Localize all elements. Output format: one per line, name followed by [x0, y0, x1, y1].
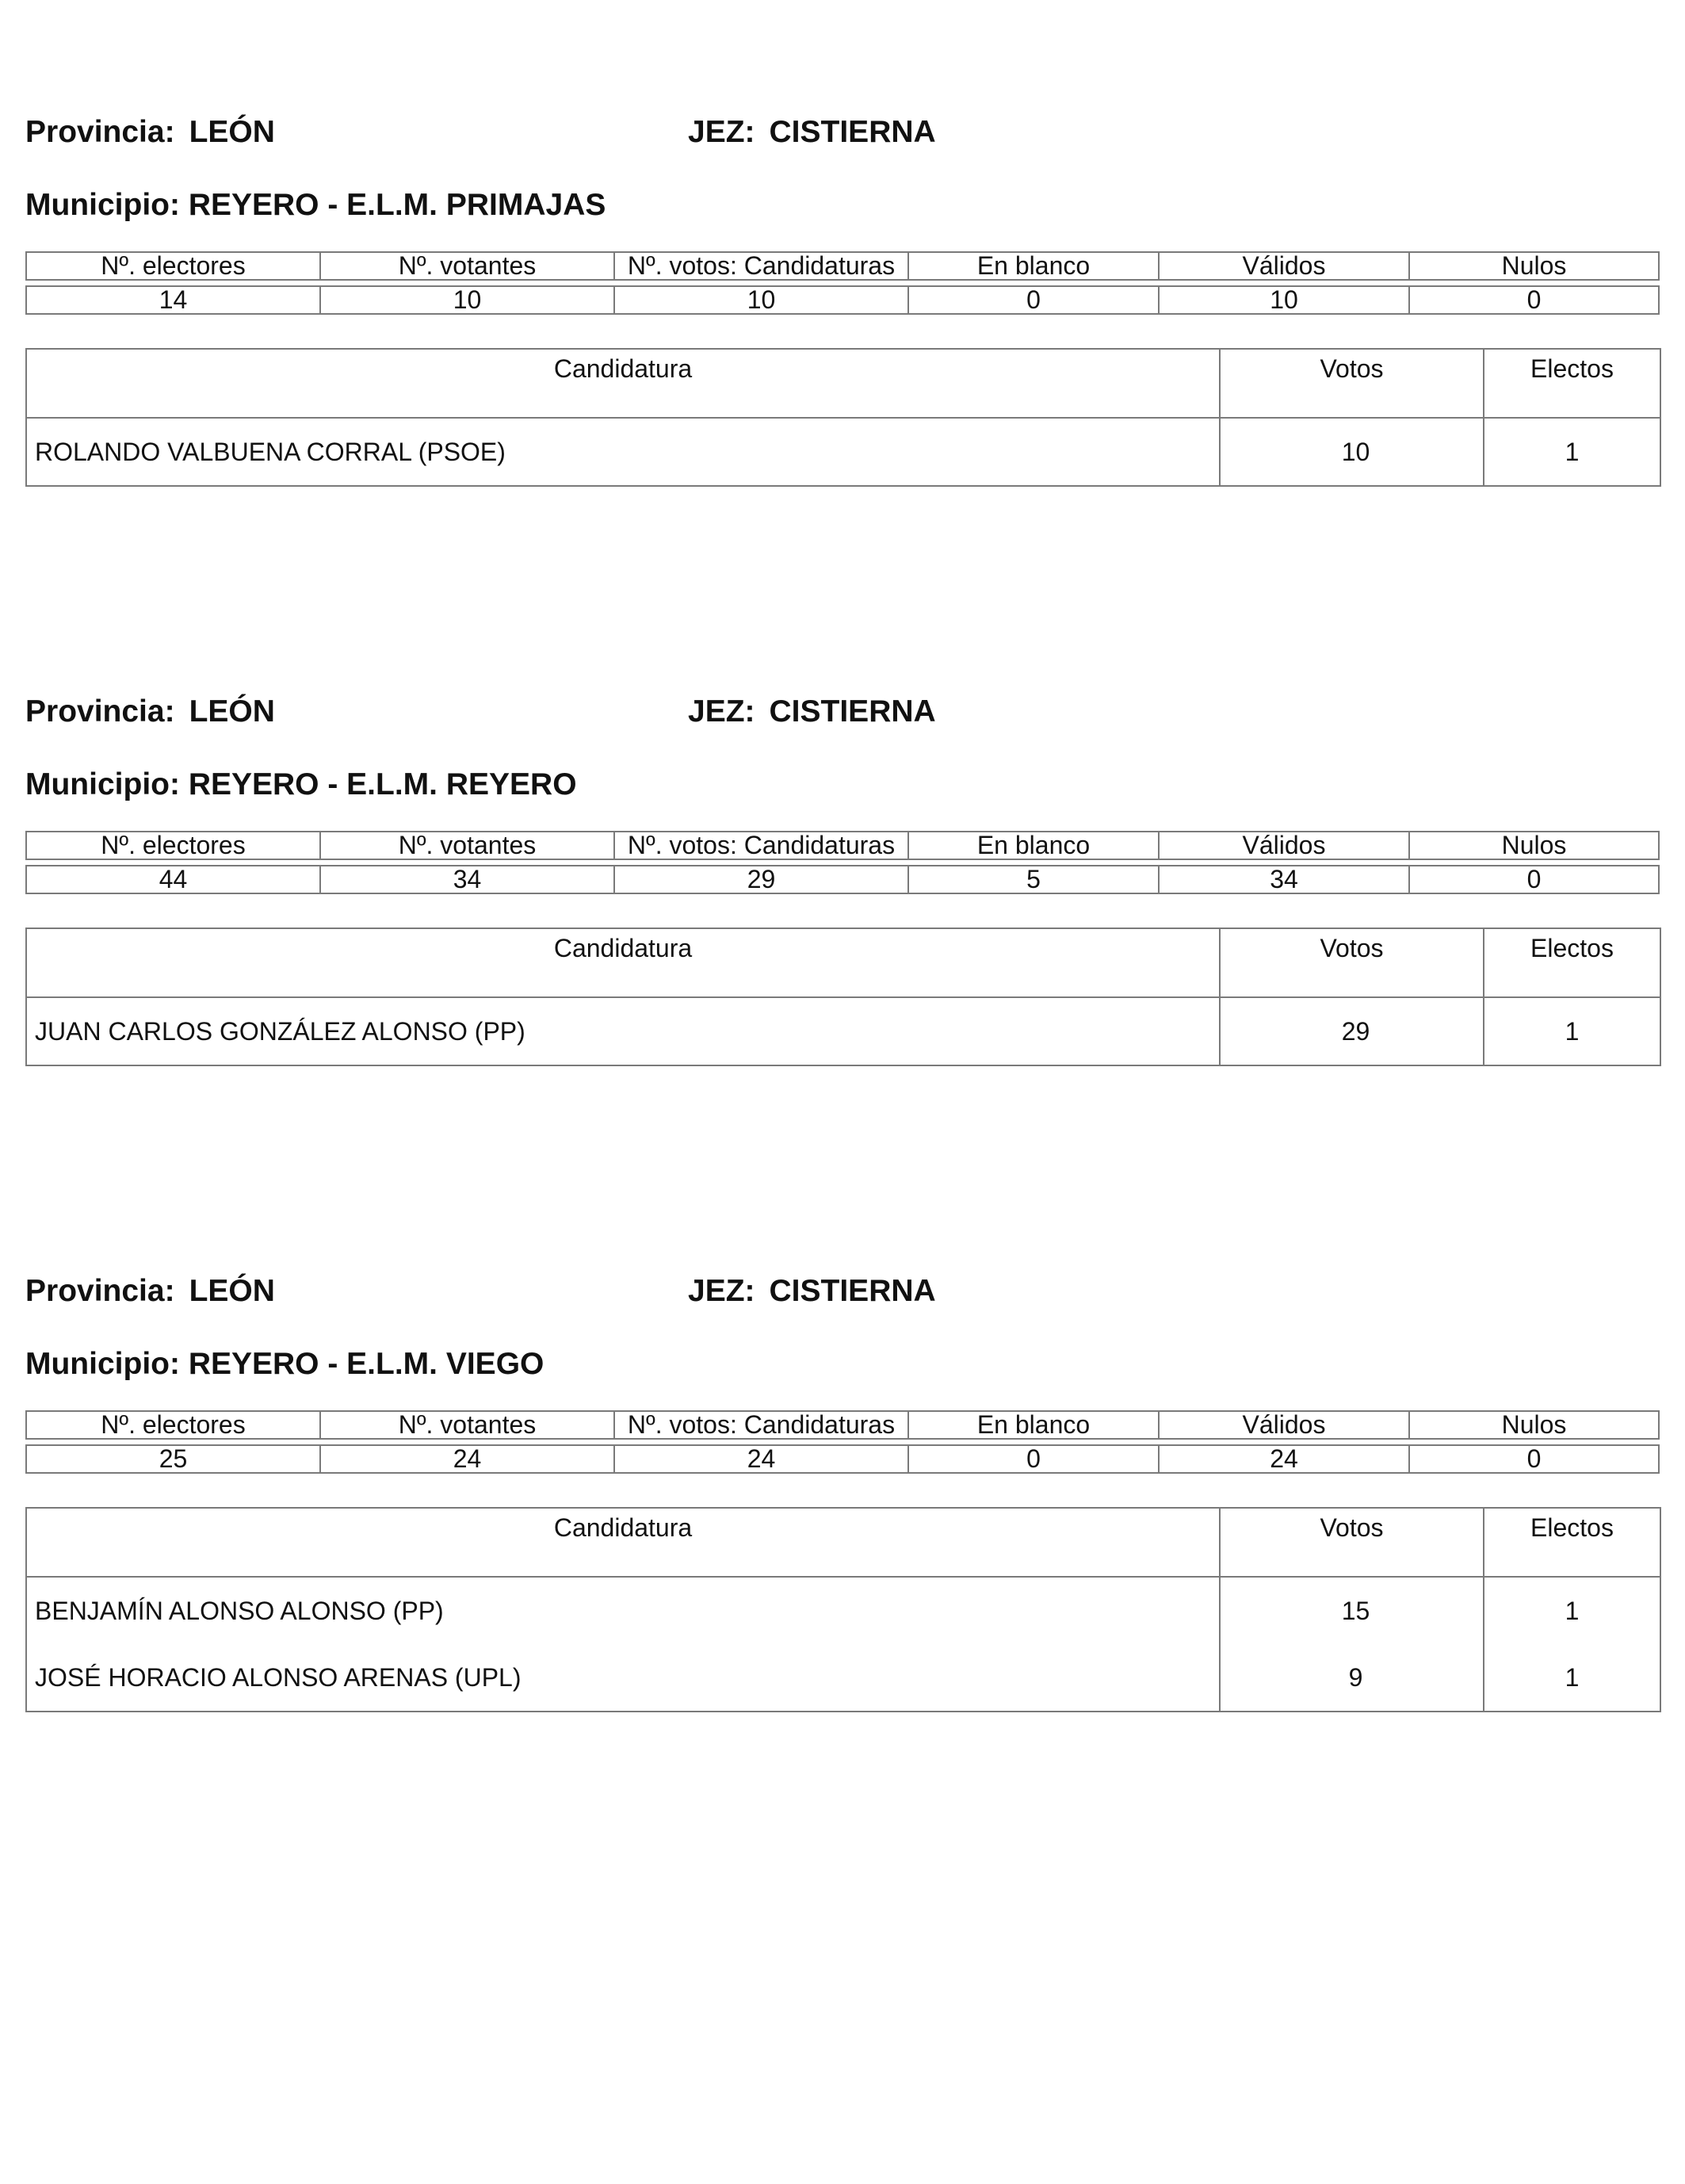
candidatura-header: Candidatura	[26, 928, 1220, 997]
provincia-value: LEÓN	[189, 115, 275, 149]
stats-value-row	[25, 865, 1660, 894]
stats-validos: 24	[1158, 1444, 1408, 1474]
candidate-electos: 1	[1484, 1644, 1660, 1712]
candidate-name: JOSÉ HORACIO ALONSO ARENAS (UPL)	[26, 1644, 1220, 1712]
candidatura-header: Candidatura	[26, 349, 1220, 418]
stats-header-row	[25, 1410, 1660, 1440]
jez-label: JEZ:	[688, 694, 755, 729]
stats-header-row	[25, 831, 1660, 860]
stats-en-blanco: 0	[907, 285, 1158, 315]
candidates-table	[25, 928, 1661, 1066]
candidate-votos: 9	[1220, 1644, 1484, 1712]
provincia-label: Provincia:	[25, 1274, 175, 1308]
stats-votantes: 10	[319, 285, 613, 315]
stats-header-en-blanco: En blanco	[907, 831, 1158, 860]
municipio-line	[25, 767, 577, 802]
stats-header-votantes: Nº. votantes	[319, 1410, 613, 1440]
municipio-label: Municipio:	[25, 767, 180, 801]
municipio-value: REYERO - E.L.M. PRIMAJAS	[188, 188, 606, 222]
candidate-row	[26, 997, 1660, 1065]
candidate-electos: 1	[1484, 997, 1660, 1065]
candidate-row	[26, 1577, 1660, 1644]
jez-label: JEZ:	[688, 1274, 755, 1308]
stats-votos-candidaturas: 29	[613, 865, 907, 894]
votos-header: Votos	[1220, 928, 1484, 997]
stats-header-nulos: Nulos	[1408, 831, 1660, 860]
header-line	[25, 694, 1660, 739]
stats-header-votos-candidaturas: Nº. votos: Candidaturas	[613, 831, 907, 860]
stats-header-en-blanco: En blanco	[907, 251, 1158, 281]
provincia-field	[25, 694, 275, 729]
stats-votantes: 34	[319, 865, 613, 894]
candidate-name: JUAN CARLOS GONZÁLEZ ALONSO (PP)	[26, 997, 1220, 1065]
municipio-line	[25, 1347, 544, 1382]
header-line	[25, 115, 1660, 159]
stats-validos: 34	[1158, 865, 1408, 894]
stats-electores: 25	[25, 1444, 319, 1474]
candidate-row	[26, 418, 1660, 486]
municipio-label: Municipio:	[25, 188, 180, 222]
stats-votantes: 24	[319, 1444, 613, 1474]
electos-header: Electos	[1484, 1508, 1660, 1577]
stats-header-nulos: Nulos	[1408, 251, 1660, 281]
jez-field	[688, 115, 936, 150]
stats-electores: 44	[25, 865, 319, 894]
provincia-field	[25, 1274, 275, 1309]
stats-header-nulos: Nulos	[1408, 1410, 1660, 1440]
municipio-line	[25, 188, 606, 223]
candidate-name: BENJAMÍN ALONSO ALONSO (PP)	[26, 1577, 1220, 1644]
candidate-votos: 29	[1220, 997, 1484, 1065]
jez-value: CISTIERNA	[769, 694, 936, 729]
stats-header-en-blanco: En blanco	[907, 1410, 1158, 1440]
candidate-name: ROLANDO VALBUENA CORRAL (PSOE)	[26, 418, 1220, 486]
stats-electores: 14	[25, 285, 319, 315]
stats-nulos: 0	[1408, 865, 1660, 894]
jez-field	[688, 694, 936, 729]
candidate-electos: 1	[1484, 1577, 1660, 1644]
stats-table	[25, 247, 1660, 319]
municipio-label: Municipio:	[25, 1347, 180, 1381]
candidates-table	[25, 348, 1661, 487]
jez-value: CISTIERNA	[769, 1274, 936, 1308]
candidate-row	[26, 1644, 1660, 1712]
jez-field	[688, 1274, 936, 1309]
votos-header: Votos	[1220, 349, 1484, 418]
stats-value-row	[25, 1444, 1660, 1474]
stats-nulos: 0	[1408, 285, 1660, 315]
electos-header: Electos	[1484, 349, 1660, 418]
provincia-label: Provincia:	[25, 694, 175, 729]
candidates-header-row	[26, 349, 1660, 418]
stats-votos-candidaturas: 10	[613, 285, 907, 315]
stats-table	[25, 826, 1660, 899]
stats-header-validos: Válidos	[1158, 831, 1408, 860]
stats-header-validos: Válidos	[1158, 1410, 1408, 1440]
provincia-value: LEÓN	[189, 694, 275, 729]
municipio-value: REYERO - E.L.M. REYERO	[188, 767, 577, 801]
stats-votos-candidaturas: 24	[613, 1444, 907, 1474]
candidate-votos: 15	[1220, 1577, 1484, 1644]
stats-value-row	[25, 285, 1660, 315]
stats-header-row	[25, 251, 1660, 281]
provincia-label: Provincia:	[25, 115, 175, 149]
municipio-value: REYERO - E.L.M. VIEGO	[188, 1347, 544, 1381]
jez-label: JEZ:	[688, 115, 755, 149]
stats-header-votos-candidaturas: Nº. votos: Candidaturas	[613, 251, 907, 281]
candidate-electos: 1	[1484, 418, 1660, 486]
stats-header-votantes: Nº. votantes	[319, 831, 613, 860]
candidatura-header: Candidatura	[26, 1508, 1220, 1577]
stats-header-validos: Válidos	[1158, 251, 1408, 281]
electos-header: Electos	[1484, 928, 1660, 997]
stats-nulos: 0	[1408, 1444, 1660, 1474]
candidates-table	[25, 1507, 1661, 1712]
stats-header-electores: Nº. electores	[25, 251, 319, 281]
stats-table	[25, 1406, 1660, 1478]
header-line	[25, 1274, 1660, 1318]
votos-header: Votos	[1220, 1508, 1484, 1577]
candidates-header-row	[26, 928, 1660, 997]
stats-validos: 10	[1158, 285, 1408, 315]
provincia-field	[25, 115, 275, 150]
candidate-votos: 10	[1220, 418, 1484, 486]
stats-header-electores: Nº. electores	[25, 831, 319, 860]
stats-header-votos-candidaturas: Nº. votos: Candidaturas	[613, 1410, 907, 1440]
jez-value: CISTIERNA	[769, 115, 936, 149]
stats-header-electores: Nº. electores	[25, 1410, 319, 1440]
stats-header-votantes: Nº. votantes	[319, 251, 613, 281]
candidates-header-row	[26, 1508, 1660, 1577]
stats-en-blanco: 0	[907, 1444, 1158, 1474]
stats-en-blanco: 5	[907, 865, 1158, 894]
provincia-value: LEÓN	[189, 1274, 275, 1308]
